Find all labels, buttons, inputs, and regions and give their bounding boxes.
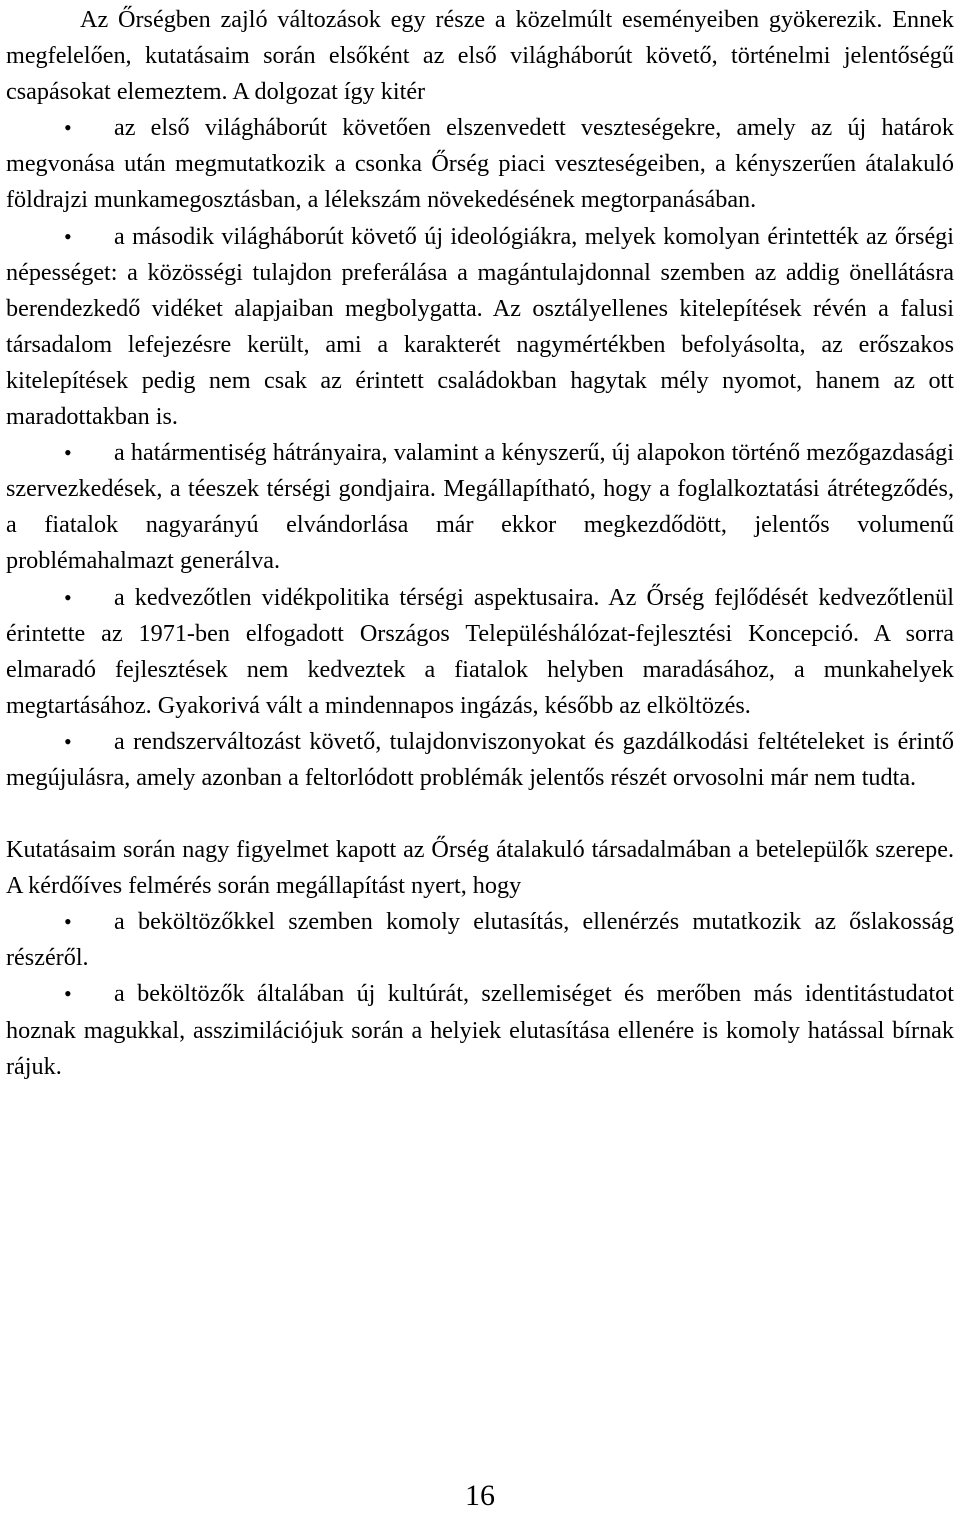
paragraph-spacer xyxy=(6,796,954,832)
list-item-text: a rendszerváltozást követő, tulajdonviszonyokat és gazdálkodási feltételeket is érintő megújulásra, amely azonban a feltorlódott problémák jelentős részét orvosolni már nem tudta. xyxy=(6,727,954,791)
bullet-icon: • xyxy=(64,584,72,610)
bullet-icon: • xyxy=(64,223,72,249)
bullet-icon: • xyxy=(64,909,72,935)
list-item xyxy=(6,976,954,1084)
page-number: 16 xyxy=(465,1479,495,1512)
list-item xyxy=(6,435,954,579)
bullet-icon: • xyxy=(64,115,72,141)
list-item-text: a határmentiség hátrányaira, valamint a kényszerű, új alapokon történő mezőgazdasági szervezkedések, a téeszek térségi gondjaira. Megállapítható, hogy a foglalkoztatási átrétegződés, a fiatalok nagyarányú elvándorlása már ekkor megkezdődött, jelentős volumenű problémahalmazt generálva. xyxy=(6,439,954,575)
list-item xyxy=(6,110,954,218)
intro-paragraph: Az Őrségben zajló változások egy része a közelmúlt eseményeiben gyökerezik. Ennek megfelelően, kutatásaim során elsőként az első világháborút követő, történelmi jelentőségű csapásokat elemeztem. A dolgozat így kitér xyxy=(6,6,954,106)
bullet-icon: • xyxy=(64,728,72,754)
bullet-icon: • xyxy=(64,440,72,466)
bullet-list-second xyxy=(6,904,954,1084)
list-item xyxy=(6,904,954,976)
list-item-text: a kedvezőtlen vidékpolitika térségi aspektusaira. Az Őrség fejlődését kedvezőtlenül érintette az 1971-ben elfogadott Országos Településhálózat-fejlesztési Koncepció. A sorra elmaradó fejlesztések nem kedveztek a fiatalok helyben maradásához, a munkahelyek megtartásához. Gyakorivá vált a mindennapos ingázás, később az elköltözés. xyxy=(6,583,954,719)
bullet-icon: • xyxy=(64,981,72,1007)
list-item-text: a második világháborút követő új ideológiákra, melyek komolyan érintették az őrségi népességet: a közösségi tulajdon preferálása a magántulajdonnal szemben az addig önellátásra berendezkedő vidéket alapjaiban megbolygatta. Az osztályellenes kitelepítések révén a falusi társadalom lefejezésre került, ami a karakterét nagymértékben befolyásolta, az erőszakos kitelepítések pedig nem csak az érintett családokban hagytak mély nyomot, hanem az ott maradottakban is. xyxy=(6,222,954,431)
document-page xyxy=(6,2,954,1085)
list-item-text: az első világháborút követően elszenvedett veszteségekre, amely az új határok megvonása után megmutatkozik a csonka Őrség piaci veszteségeiben, a kényszerűen átalakuló földrajzi munkamegosztásban, a lélekszám növekedésének megtorpanásában. xyxy=(6,114,954,214)
list-item-text: a beköltözőkkel szemben komoly elutasítás, ellenérzés mutatkozik az őslakosság részéről. xyxy=(6,908,954,972)
second-paragraph: Kutatásaim során nagy figyelmet kapott az Őrség átalakuló társadalmában a betelepülők szerepe. A kérdőíves felmérés során megállapítást nyert, hogy xyxy=(6,836,954,900)
list-item-text: a beköltözők általában új kultúrát, szellemiséget és merőben más identitástudatot hoznak magukkal, asszimilációjuk során a helyiek elutasítása ellenére is komoly hatással bírnak rájuk. xyxy=(6,980,954,1080)
list-item xyxy=(6,219,954,436)
list-item xyxy=(6,580,954,724)
bullet-list-first xyxy=(6,110,954,796)
list-item xyxy=(6,724,954,796)
